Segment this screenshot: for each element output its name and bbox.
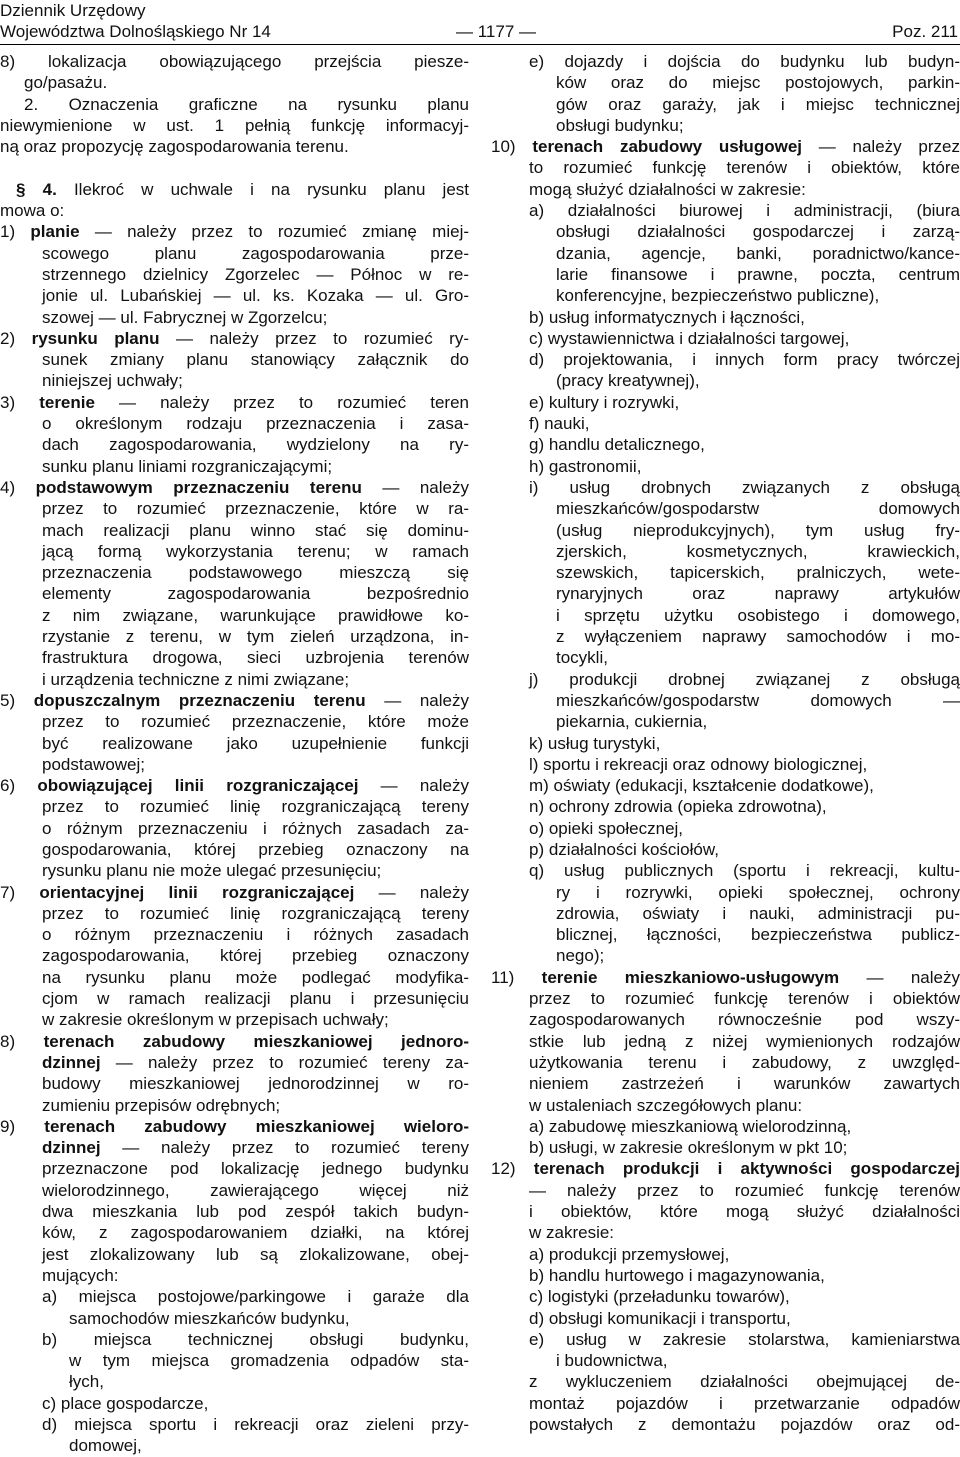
defined-term: obowiązującej linii rozgraniczającej [37, 776, 359, 796]
text-line: e) kultury i rozrywki, [529, 392, 680, 412]
text-line: c) wystawiennictwa i działalności targowej, [529, 328, 850, 348]
text-line: obsługi działalności gospodarczej i zarzą- [556, 222, 960, 242]
text-line: — należy przez to rozumieć funkcję terenów [529, 1180, 960, 1200]
text-line: z nim związane, warunkujące prawidłowe ko- [42, 605, 469, 625]
text-line: o różnym przeznaczeniu i różnych zasadach [42, 925, 469, 945]
text-line: szewskich, tapicerskich, pralniczych, wete- [556, 563, 960, 583]
defined-term: dzinnej [42, 1052, 101, 1072]
text-line: 12) terenach produkcji i aktywności gospodarczej [491, 1159, 960, 1179]
text-line: w ustaleniach szczegółowych planu: [529, 1095, 803, 1115]
text-line [0, 157, 469, 178]
text-line: zagospodarowania, której przebieg oznaczony [42, 946, 469, 966]
defined-term: terenach zabudowy mieszkaniowej jednoro- [43, 1031, 469, 1051]
text-line: jest zlokalizowany lub są zlokalizowane, obej- [42, 1244, 469, 1264]
text-line: (pracy kreatywnej), [556, 371, 700, 391]
text-line: niewymienione w ust. 1 pełnią funkcję informacyj- [0, 115, 469, 135]
journal-title: Dziennik Urzędowy [0, 1, 146, 20]
text-line: niniejszej uchwały; [42, 371, 183, 391]
text-line: konferencyjne, bezpieczeństwo publiczne), [556, 286, 880, 306]
text-line: dzinnej — należy przez to rozumieć tereny [42, 1138, 469, 1158]
text-line: l) sportu i rekreacji oraz odnowy biologicznej, [529, 754, 868, 774]
text-line: 4) podstawowym przeznaczeniu terenu — należy [0, 477, 469, 497]
text-line: powstałych z demontażu pojazdów oraz od- [529, 1415, 960, 1434]
text-line: c) place gospodarcze, [42, 1393, 209, 1413]
text-line: 10) terenach zabudowy usługowej — należy przez [491, 137, 960, 157]
header-rule [0, 44, 960, 45]
text-line: rysunku planu nie może ulegać przesunięciu; [42, 861, 382, 881]
text-line: go/pasażu. [24, 73, 108, 93]
text-line: b) usług informatycznych i łączności, [529, 307, 805, 327]
text-line: nieniem zastrzeżeń i warunków zawartych [529, 1074, 960, 1094]
text-line: a) miejsca postojowe/parkingowe i garaże dla [42, 1287, 469, 1307]
text-line: o) opieki społecznej, [529, 818, 684, 838]
left-column [0, 51, 469, 1457]
text-line: tocykli, [556, 648, 608, 668]
text-line: być realizowane jako uzupełnienie funkcji [42, 733, 469, 753]
text-line: p) działalności kościołów, [529, 839, 719, 859]
text-line: zagospodarowanych równocześnie pod wszy- [529, 1010, 960, 1030]
text-line: b) handlu hurtowego i magazynowania, [529, 1265, 825, 1285]
text-line: e) dojazdy i dojścia do budynku lub budyn- [529, 52, 960, 71]
defined-term: terenach produkcji i aktywności gospodarczej [533, 1159, 960, 1179]
text-line: jonie ul. Lubańskiej — ul. ks. Kozaka — ul. Gro- [42, 286, 469, 306]
text-line: samochodów mieszkańców budynku, [69, 1308, 350, 1328]
text-line: 11) terenie mieszkaniowo-usługowym — należy [491, 967, 960, 987]
text-line: mieszkańców/gospodarstw domowych [556, 499, 960, 519]
text-line: w zakresie: [529, 1223, 615, 1243]
text-line: zdrowia, oświaty i nauki, administracji pu- [556, 903, 960, 923]
text-line: n) ochrony zdrowia (opieka zdrowotna), [529, 797, 827, 817]
text-line: mogą służyć działalności w zakresie: [529, 179, 806, 199]
defined-term: podstawowym przeznaczeniu terenu [35, 477, 362, 497]
text-line: przeznaczone pod lokalizację jednego budynku [42, 1159, 469, 1179]
text-line: i urządzenia techniczne z nimi związane; [42, 669, 350, 689]
text-line: q) usług publicznych (sportu i rekreacji, kultu- [529, 861, 960, 881]
text-line: e) usług w zakresie stolarstwa, kamieniarstwa [529, 1329, 960, 1349]
text-line: dzinnej — należy przez to rozumieć tereny za- [42, 1052, 469, 1072]
text-line: b) miejsca technicznej obsługi budynku, [42, 1329, 469, 1349]
text-line: podstawowej; [42, 754, 146, 774]
text-line: dwa mieszkania lub pod zespół takich budyn- [42, 1202, 469, 1222]
text-line: k) usług turystyki, [529, 733, 661, 753]
text-line: (usług nieprodukcyjnych), tym usług fry- [556, 520, 960, 540]
position-number: Poz. 211 [892, 22, 958, 41]
text-line: z wyłączeniem naprawy samochodów i mo- [556, 627, 960, 647]
text-line: 8) lokalizacja obowiązującego przejścia piesze- [0, 52, 469, 71]
text-line: gospodarowania, której przebieg oznaczony na [42, 839, 469, 859]
defined-term: terenach zabudowy mieszkaniowej wieloro- [44, 1116, 469, 1136]
text-line: i sprzętu użytku osobistego i domowego, [556, 605, 960, 625]
text-line: d) projektowania, i innych form pracy twórczej [529, 350, 960, 370]
text-line: i obiektów, które mogą służyć działalności [529, 1202, 960, 1222]
text-line: łych, [69, 1372, 104, 1392]
text-line: 5) dopuszczalnym przeznaczeniu terenu — należy [0, 690, 469, 710]
section-marker: § 4. [16, 179, 57, 199]
text-line: przez to rozumieć linię rozgraniczającą tereny [42, 797, 469, 817]
text-line: to rozumieć funkcję terenów i obiektów, które [529, 158, 960, 178]
text-line: w zakresie określonym w przepisach uchwały; [42, 1010, 389, 1030]
text-line: 6) obowiązującej linii rozgraniczającej — należy [0, 776, 469, 796]
text-line: zumieniu przepisów odrębnych; [42, 1095, 281, 1115]
text-line: piekarnia, cukiernia, [556, 712, 708, 732]
text-line: d) miejsca sportu i rekreacji oraz zieleni przy- [42, 1415, 469, 1434]
text-line: larie finansowe i prawne, poczta, centrum [556, 264, 960, 284]
text-line: cjom w ramach realizacji planu i przesunięciu [42, 989, 469, 1009]
text-line: z wykluczeniem działalności obejmującej de- [529, 1372, 960, 1392]
text-line: f) nauki, [529, 414, 590, 434]
text-line: szowej — ul. Fabrycznej w Zgorzelcu; [42, 307, 328, 327]
text-line: na rysunku planu może podlegać modyfika- [42, 967, 469, 987]
text-line: ków, z zagospodarowaniem działki, na której [42, 1223, 469, 1243]
text-line: budowy mieszkaniowej jednorodzinnej w ro- [42, 1074, 469, 1094]
text-line: d) obsługi komunikacji i transportu, [529, 1308, 791, 1328]
text-line: 1) planie — należy przez to rozumieć zmianę miej- [0, 222, 469, 242]
text-line: scowego planu zagospodarowania prze- [42, 243, 469, 263]
text-line: j) produkcji drobnej związanej z obsługą [529, 669, 960, 689]
defined-term: terenie [39, 392, 95, 412]
defined-term: dopuszczalnym przeznaczeniu terenu [33, 690, 366, 710]
text-line: 8) terenach zabudowy mieszkaniowej jednoro- [0, 1031, 469, 1051]
text-line: elementy zagospodarowania bezpośrednio [42, 584, 469, 604]
text-line: zjerskich, kosmetycznych, krawieckich, [556, 541, 960, 561]
text-line: m) oświaty (edukacji, kształcenie dodatkowe), [529, 776, 874, 796]
text-line: przez to rozumieć przeznaczenie, które może [42, 712, 469, 732]
text-line: 3) terenie — należy przez to rozumieć teren [0, 392, 469, 412]
text-line: 2. Oznaczenia graficzne na rysunku planu [24, 94, 469, 114]
text-line: gów oraz garaży, jak i miejsc technicznej [556, 94, 960, 114]
text-line: ków oraz do miejsc postojowych, parkin- [556, 73, 960, 93]
text-line: montaż pojazdów i przetwarzanie odpadów [529, 1393, 960, 1413]
text-line: mach realizacji planu winno stać się dominu- [42, 520, 469, 540]
page-number: — 1177 — [456, 22, 537, 41]
text-line: a) produkcji przemysłowej, [529, 1244, 730, 1264]
text-line: jącą formą wykorzystania terenu; w ramach [42, 541, 469, 561]
text-line: § 4. Ilekroć w uchwale i na rysunku planu jest [16, 179, 469, 199]
defined-term: dzinnej [42, 1138, 101, 1158]
text-line: sunku planu liniami rozgraniczającymi; [42, 456, 333, 476]
text-line: wielorodzinnego, zawierającego więcej niż [42, 1180, 469, 1200]
text-line: stkie lub jedną z niżej wymienionych rodzajów [529, 1031, 960, 1051]
text-line: przez to rozumieć funkcję terenów i obiektów [529, 989, 960, 1009]
text-line: o różnym przeznaczeniu i różnych zasadach za- [42, 818, 469, 838]
text-line: ry i rozrywki, opieki społecznej, ochrony [556, 882, 960, 902]
text-line: przez to rozumieć linię rozgraniczającą tereny [42, 903, 469, 923]
defined-term: orientacyjnej linii rozgraniczającej [39, 882, 355, 902]
defined-term: terenie mieszkaniowo-usługowym [541, 967, 840, 987]
text-line: i budownictwa, [556, 1351, 668, 1371]
text-line: frastruktura drogowa, sieci uzbrojenia terenów [42, 648, 469, 668]
defined-term: terenach zabudowy usługowej [532, 137, 802, 157]
text-line: o określonym rodzaju przeznaczenia i zasa- [42, 414, 469, 434]
text-line: nego); [556, 946, 605, 966]
text-line: i) usług drobnych związanych z obsługą [529, 477, 960, 497]
text-line: c) logistyki (przeładunku towarów), [529, 1287, 790, 1307]
text-line: g) handlu detalicznego, [529, 435, 705, 455]
text-line: mowa o: [0, 201, 65, 221]
journal-region: Województwa Dolnośląskiego Nr 14 [0, 22, 271, 41]
text-line: mujących: [42, 1265, 119, 1285]
text-line: obsługi budynku; [556, 115, 684, 135]
text-line: domowej, [69, 1436, 142, 1456]
text-line: przez to rozumieć przeznaczenie, które w ra- [42, 499, 469, 519]
defined-term: planie [30, 222, 80, 242]
text-line: ną oraz propozycję zagospodarowania terenu. [0, 137, 349, 157]
text-line: w tym miejsca gromadzenia odpadów sta- [69, 1351, 469, 1371]
text-line: 9) terenach zabudowy mieszkaniowej wieloro- [0, 1116, 469, 1136]
text-line: dzania, agencje, banki, poradnictwo/kance- [556, 243, 960, 263]
text-line: mieszkańców/gospodarstw domowych — [556, 690, 960, 710]
text-line: 2) rysunku planu — należy przez to rozumieć ry- [0, 328, 469, 348]
text-line: rynaryjnych oraz naprawy artykułów [556, 584, 960, 604]
text-line: rzystanie z terenu, w tym zieleń urządzona, in- [42, 627, 469, 647]
text-line: dach zagospodarowania, wydzielony na ry- [42, 435, 469, 455]
text-line: 7) orientacyjnej linii rozgraniczającej — należy [0, 882, 469, 902]
text-line: użytkowania terenu i zabudowy, z uwzględ- [529, 1052, 960, 1072]
defined-term: rysunku planu [31, 328, 160, 348]
text-line: h) gastronomii, [529, 456, 642, 476]
text-line: blicznej, łączności, bezpieczeństwa publicz- [556, 925, 960, 945]
right-column [491, 51, 960, 1435]
text-line: a) zabudowę mieszkaniową wielorodzinną, [529, 1116, 852, 1136]
text-line: przeznaczenia podstawowego mieszczą się [42, 563, 469, 583]
text-line: strzennego dzielnicy Zgorzelec — Północ w re- [42, 264, 469, 284]
text-line: b) usługi, w zakresie określonym w pkt 10; [529, 1138, 848, 1158]
text-line: a) działalności biurowej i administracji, (biura [529, 201, 960, 221]
text-line: sunek zmiany planu stanowiący załącznik do [42, 350, 469, 370]
